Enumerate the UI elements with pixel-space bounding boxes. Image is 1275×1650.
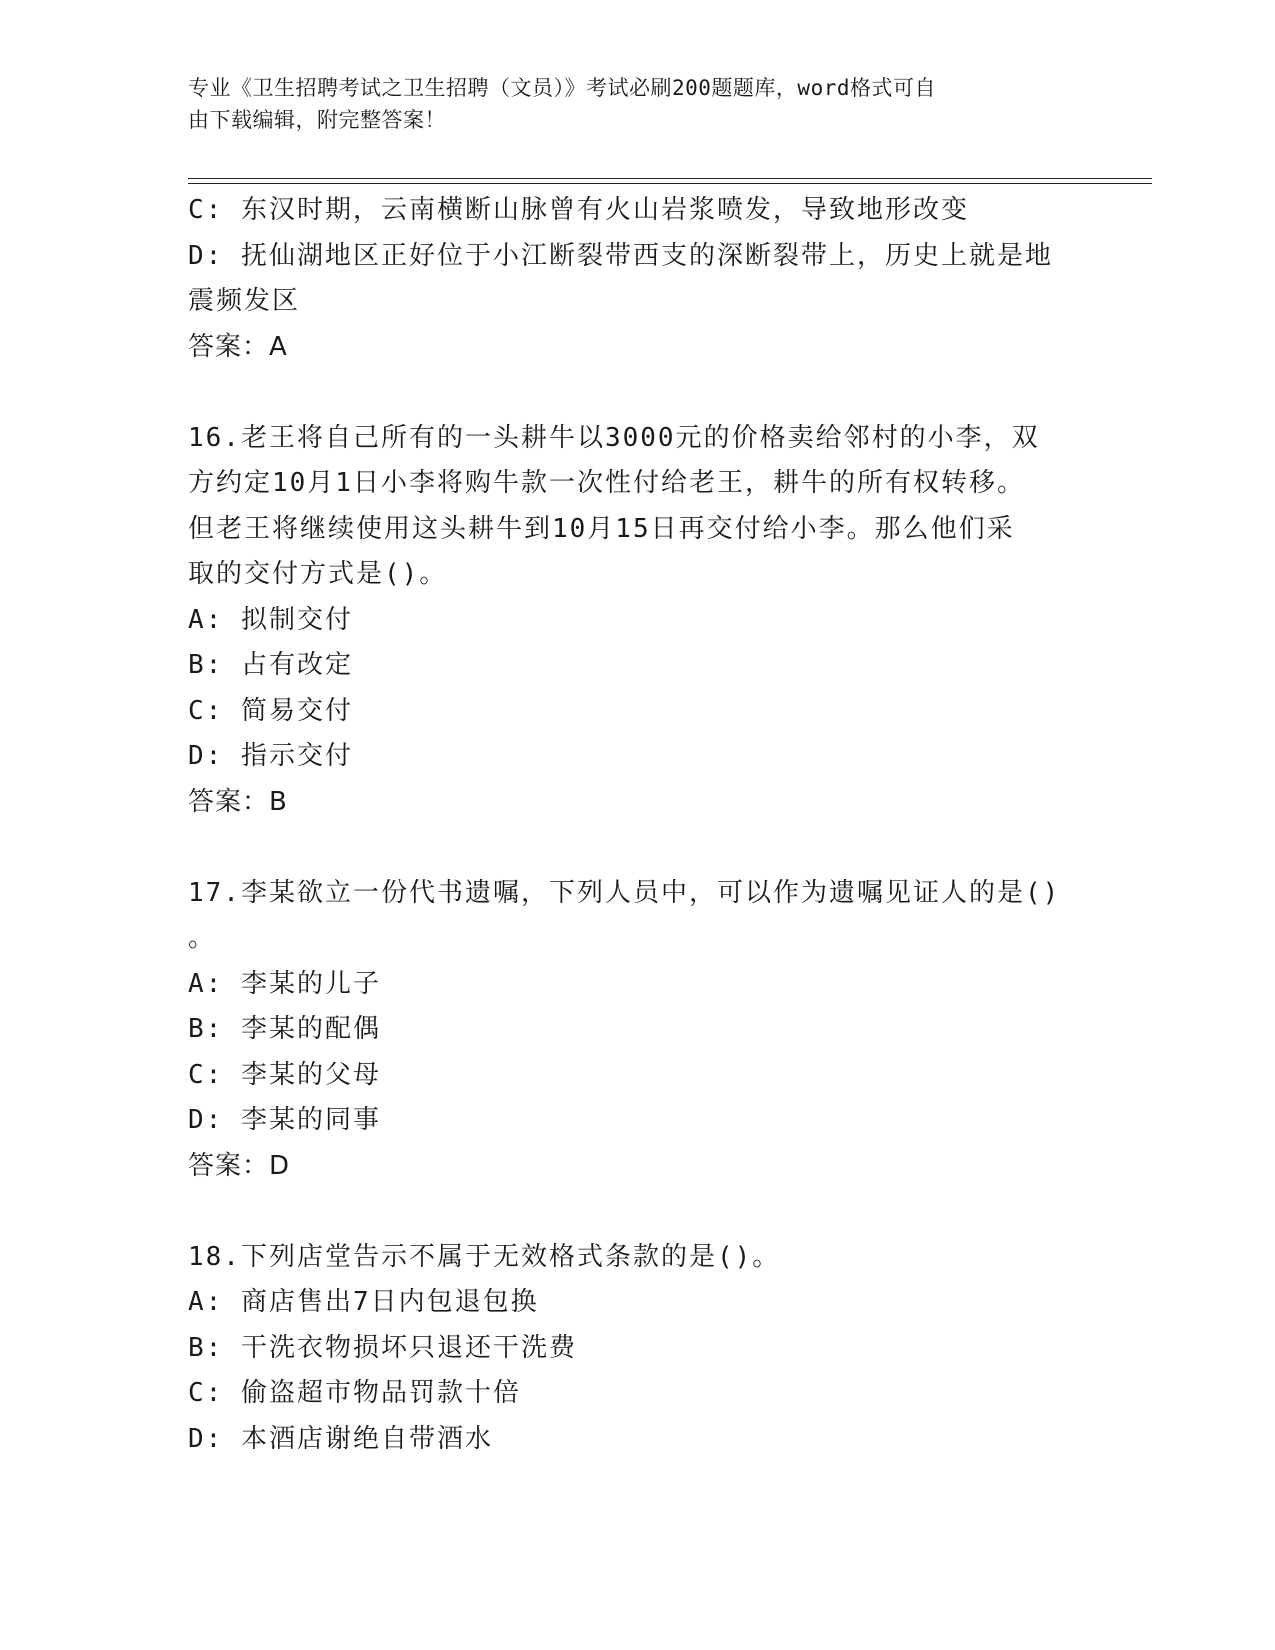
option-d: D: 指示交付 bbox=[188, 741, 353, 771]
option-c: C: 东汉时期，云南横断山脉曾有火山岩浆喷发，导致地形改变 bbox=[188, 195, 969, 225]
option-c: C: 简易交付 bbox=[188, 695, 353, 726]
question-stem: 17.李某欲立一份代书遗嘱，下列人员中，可以作为遗嘱见证人的是() bbox=[188, 877, 1061, 908]
question-stem: 。 bbox=[188, 923, 217, 953]
option-b: B: 干洗衣物损坏只退还干洗费 bbox=[188, 1332, 577, 1363]
question-18 bbox=[188, 1235, 1088, 1463]
option-b: B: 占有改定 bbox=[188, 650, 353, 680]
option-d: D: 李某的同事 bbox=[188, 1105, 381, 1135]
question-17 bbox=[188, 871, 1088, 1190]
question-stem: 取的交付方式是()。 bbox=[188, 559, 448, 589]
answer: 答案：B bbox=[188, 786, 288, 817]
option-d: D: 抚仙湖地区正好位于小江断裂带西支的深断裂带上，历史上就是地 bbox=[188, 240, 1053, 271]
question-stem: 方约定10月1日小李将购牛款一次性付给老王，耕牛的所有权转移。 bbox=[188, 468, 1025, 498]
option-d-continued: 震频发区 bbox=[188, 286, 301, 316]
header-divider-bottom bbox=[188, 183, 1152, 184]
header-line-2: 由下载编辑，附完整答案！ bbox=[188, 108, 446, 132]
question-stem: 16.老王将自己所有的一头耕牛以3000元的价格卖给邻村的小李，双 bbox=[188, 422, 1040, 453]
option-a: A: 商店售出7日内包退包换 bbox=[188, 1287, 539, 1317]
question-stem: 但老王将继续使用这头耕牛到10月15日再交付给小李。那么他们采 bbox=[188, 513, 1015, 544]
option-a: A: 拟制交付 bbox=[188, 604, 353, 635]
document-header bbox=[188, 72, 1068, 136]
option-b: B: 李某的配偶 bbox=[188, 1014, 381, 1044]
option-c: C: 偷盗超市物品罚款十倍 bbox=[188, 1378, 521, 1408]
question-16 bbox=[188, 416, 1088, 826]
option-a: A: 李某的儿子 bbox=[188, 968, 381, 999]
question-stem: 18.下列店堂告示不属于无效格式条款的是()。 bbox=[188, 1241, 781, 1272]
question-15-tail bbox=[188, 188, 1088, 370]
header-line-1: 专业《卫生招聘考试之卫生招聘（文员）》考试必刷200题题库，word格式可自 bbox=[188, 76, 936, 100]
answer: 答案：A bbox=[188, 331, 288, 362]
header-divider-top bbox=[188, 178, 1152, 179]
question-list bbox=[188, 188, 1088, 1462]
option-d: D: 本酒店谢绝自带酒水 bbox=[188, 1423, 493, 1454]
option-c: C: 李某的父母 bbox=[188, 1059, 381, 1090]
answer: 答案：D bbox=[188, 1150, 291, 1181]
